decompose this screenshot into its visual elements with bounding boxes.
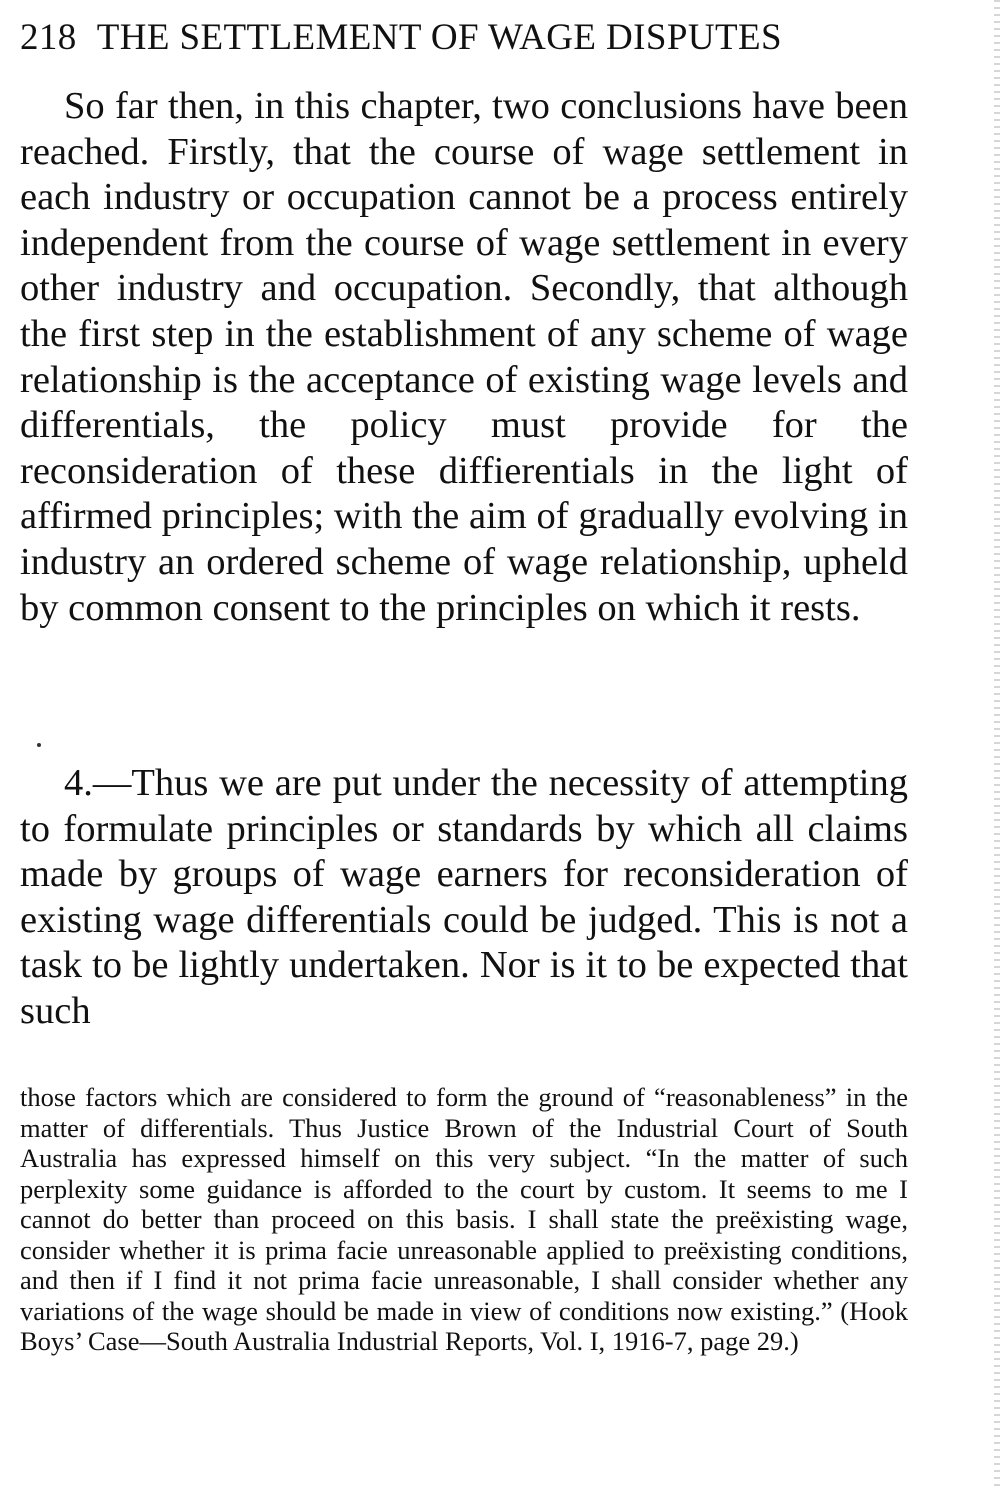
print-speck bbox=[37, 743, 41, 747]
running-head bbox=[20, 14, 910, 62]
running-title: THE SETTLEMENT OF WAGE DISPUTES bbox=[96, 17, 782, 58]
page-number: 218 bbox=[20, 17, 77, 58]
footnote: those factors which are considered to form the ground of “reasonableness” in the matter of differentials. Thus Justice Brown of the Industrial Court of South Australia has expressed himself on this very subject. “In the matter of such perplexity some guidance is afforded to the court by custom. It seems to me I cannot do better than proceed on this basis. I shall state the preëxisting wage, consider whether it is prima facie unreasonable applied to preëxisting conditions, and then if I find it not prima facie unreasonable, I shall consider whether any variations of the wage should be made in view of conditions now existing.” (Hook Boys’ Case—South Australia Industrial Reports, Vol. I, 1916-7, page 29.) bbox=[20, 1082, 908, 1356]
body-paragraph-1: So far then, in this chapter, two conclusions have been reached. Firstly, that the course of wage settlement in each industry or occupation cannot be a process entirely independent from the course of wage settlement in every other industry and occupation. Secondly, that although the first step in the establishment of any scheme of wage relationship is the acceptance of existing wage levels and differentials, the policy must provide for the reconsideration of these diffierentials in the light of affirmed principles; with the aim of gradually evolving in industry an ordered scheme of wage relationship, upheld by common consent to the principles on which it rests. bbox=[20, 85, 908, 629]
body-paragraph-2: 4.—Thus we are put under the necessity of attempting to formulate principles or standards by which all claims made by groups of wage earners for reconsideration of existing wage differentials could be judged. This is not a task to be lightly undertaken. Nor is it to be expected that such bbox=[20, 762, 908, 1032]
scan-margin-edge bbox=[994, 0, 1000, 1491]
